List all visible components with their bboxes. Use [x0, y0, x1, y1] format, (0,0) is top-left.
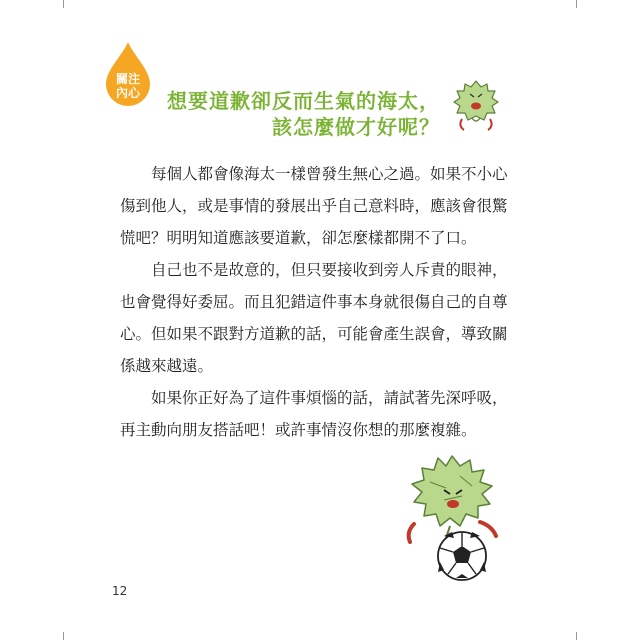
crop-mark-bottom-right: [576, 632, 577, 640]
badge-line-2: 內心: [115, 86, 140, 100]
badge-line-1: 關注: [115, 72, 140, 86]
topic-badge: [104, 40, 152, 106]
title-line-1: 想要道歉卻反而生氣的海太，: [167, 89, 440, 113]
section-title: [167, 88, 440, 140]
paragraph-1: 每個人都會像海太一樣曾發生無心之過。如果不小心傷到他人，或是事情的發展出乎自己意料時，應該會很驚慌吧？明明知道應該要道歉，卻怎麼樣都開不了口。: [120, 165, 508, 247]
crop-mark-top-left: [63, 0, 64, 8]
page-number: 12: [112, 584, 128, 598]
crop-mark-bottom-left: [63, 632, 64, 640]
paragraph-2: 自己也不是故意的，但只要接收到旁人斥責的眼神，也會覺得好委屈。而且犯錯這件事本身就很傷自己的自尊心。: [120, 261, 508, 343]
paragraph-4: 如果你正好為了這件事煩惱的話，請試著先深呼吸，再主動向朋友搭話吧！或許事情沒你想的那麼複雜。: [120, 389, 508, 439]
paragraph-3: 但如果不跟對方道歉的話，可能會產生誤會，導致關係越來越遠。: [120, 325, 508, 375]
title-line-2: 該怎麼做才好呢？: [272, 115, 440, 139]
leaf-character-with-soccer-ball: [400, 452, 510, 582]
crop-mark-top-right: [576, 0, 577, 8]
leaf-character-icon: [452, 78, 500, 134]
